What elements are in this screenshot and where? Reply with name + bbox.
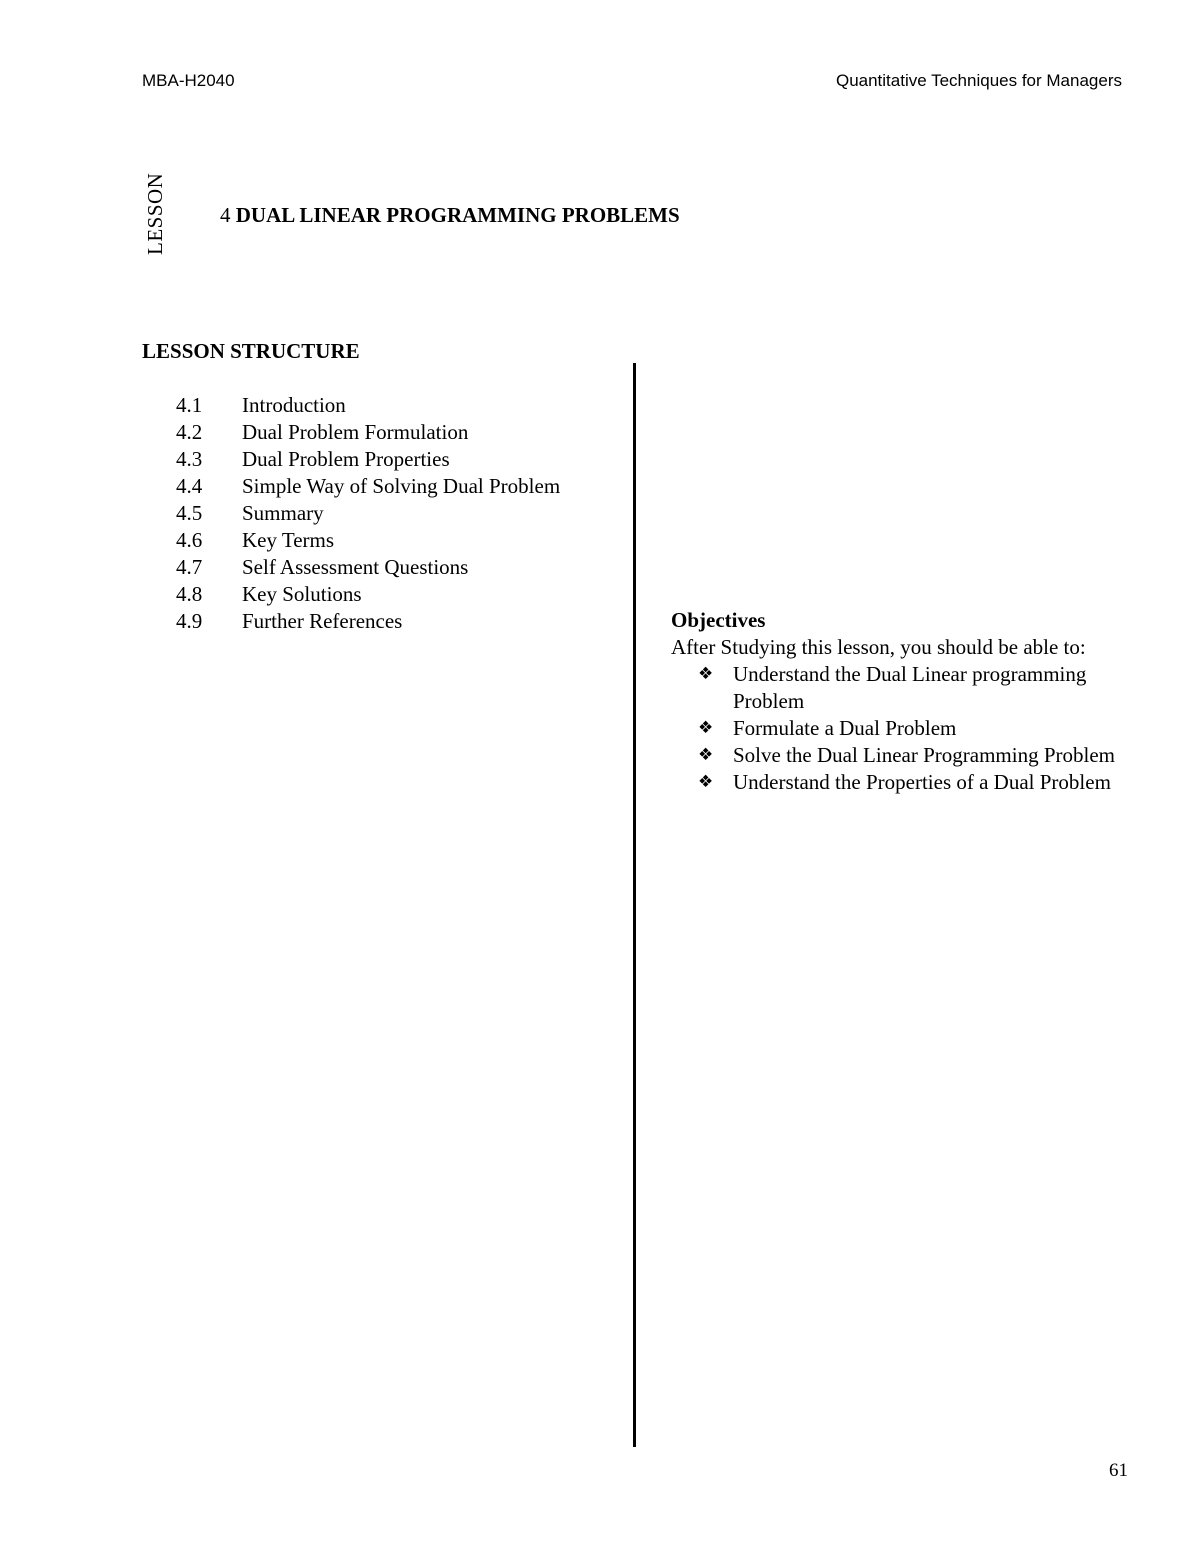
diamond-bullet-icon: ❖ (698, 745, 714, 765)
toc-item-simple-way (176, 473, 560, 500)
objective-item (671, 742, 1141, 769)
toc-item-dual-problem-properties (176, 446, 560, 473)
lesson-structure-list (176, 392, 560, 635)
toc-number: 4.5 (176, 501, 203, 525)
objective-text: Understand the Dual Linear programming Problem (733, 662, 1087, 713)
objectives-heading: Objectives (671, 608, 766, 632)
toc-number: 4.3 (176, 447, 203, 471)
objectives-intro: After Studying this lesson, you should be able to: (671, 635, 1086, 659)
header-course-title: Quantitative Techniques for Managers (835, 71, 1122, 90)
column-divider (633, 363, 636, 1447)
lesson-title (220, 202, 680, 228)
toc-item-further-references (176, 608, 560, 635)
objective-text: Formulate a Dual Problem (733, 716, 957, 740)
toc-item-dual-problem-formulation (176, 419, 560, 446)
toc-number: 4.6 (176, 528, 203, 552)
toc-label: Dual Problem Properties (242, 447, 450, 471)
lesson-structure-heading: LESSON STRUCTURE (142, 339, 360, 363)
objective-item (671, 715, 1141, 742)
toc-label: Further References (242, 609, 403, 633)
objectives-list (671, 661, 1141, 796)
toc-label: Introduction (242, 393, 346, 417)
diamond-bullet-icon: ❖ (698, 772, 714, 792)
toc-number: 4.4 (176, 474, 203, 498)
toc-number: 4.7 (176, 555, 203, 579)
toc-number: 4.9 (176, 609, 203, 633)
lesson-title-text: DUAL LINEAR PROGRAMMING PROBLEMS (235, 203, 680, 227)
objective-text: Solve the Dual Linear Programming Problem (733, 743, 1116, 767)
toc-item-summary (176, 500, 560, 527)
toc-item-self-assessment (176, 554, 560, 581)
toc-number: 4.8 (176, 582, 203, 606)
toc-label: Key Terms (242, 528, 335, 552)
toc-item-key-solutions (176, 581, 560, 608)
toc-item-key-terms (176, 527, 560, 554)
toc-label: Dual Problem Formulation (242, 420, 469, 444)
toc-number: 4.1 (176, 393, 203, 417)
toc-label: Self Assessment Questions (242, 555, 469, 579)
toc-item-introduction (176, 392, 560, 419)
lesson-number: 4 (220, 203, 231, 227)
objective-text: Understand the Properties of a Dual Problem (733, 770, 1111, 794)
toc-label: Key Solutions (242, 582, 362, 606)
lesson-vertical-label: LESSON (143, 172, 167, 256)
objective-item (671, 769, 1141, 796)
diamond-bullet-icon: ❖ (698, 664, 714, 684)
objective-item (671, 661, 1141, 715)
toc-number: 4.2 (176, 420, 203, 444)
header-course-code: MBA-H2040 (142, 71, 235, 90)
page-number: 61 (1109, 1460, 1128, 1481)
diamond-bullet-icon: ❖ (698, 718, 714, 738)
toc-label: Summary (242, 501, 324, 525)
objectives-panel (671, 607, 1141, 796)
toc-label: Simple Way of Solving Dual Problem (242, 474, 561, 498)
